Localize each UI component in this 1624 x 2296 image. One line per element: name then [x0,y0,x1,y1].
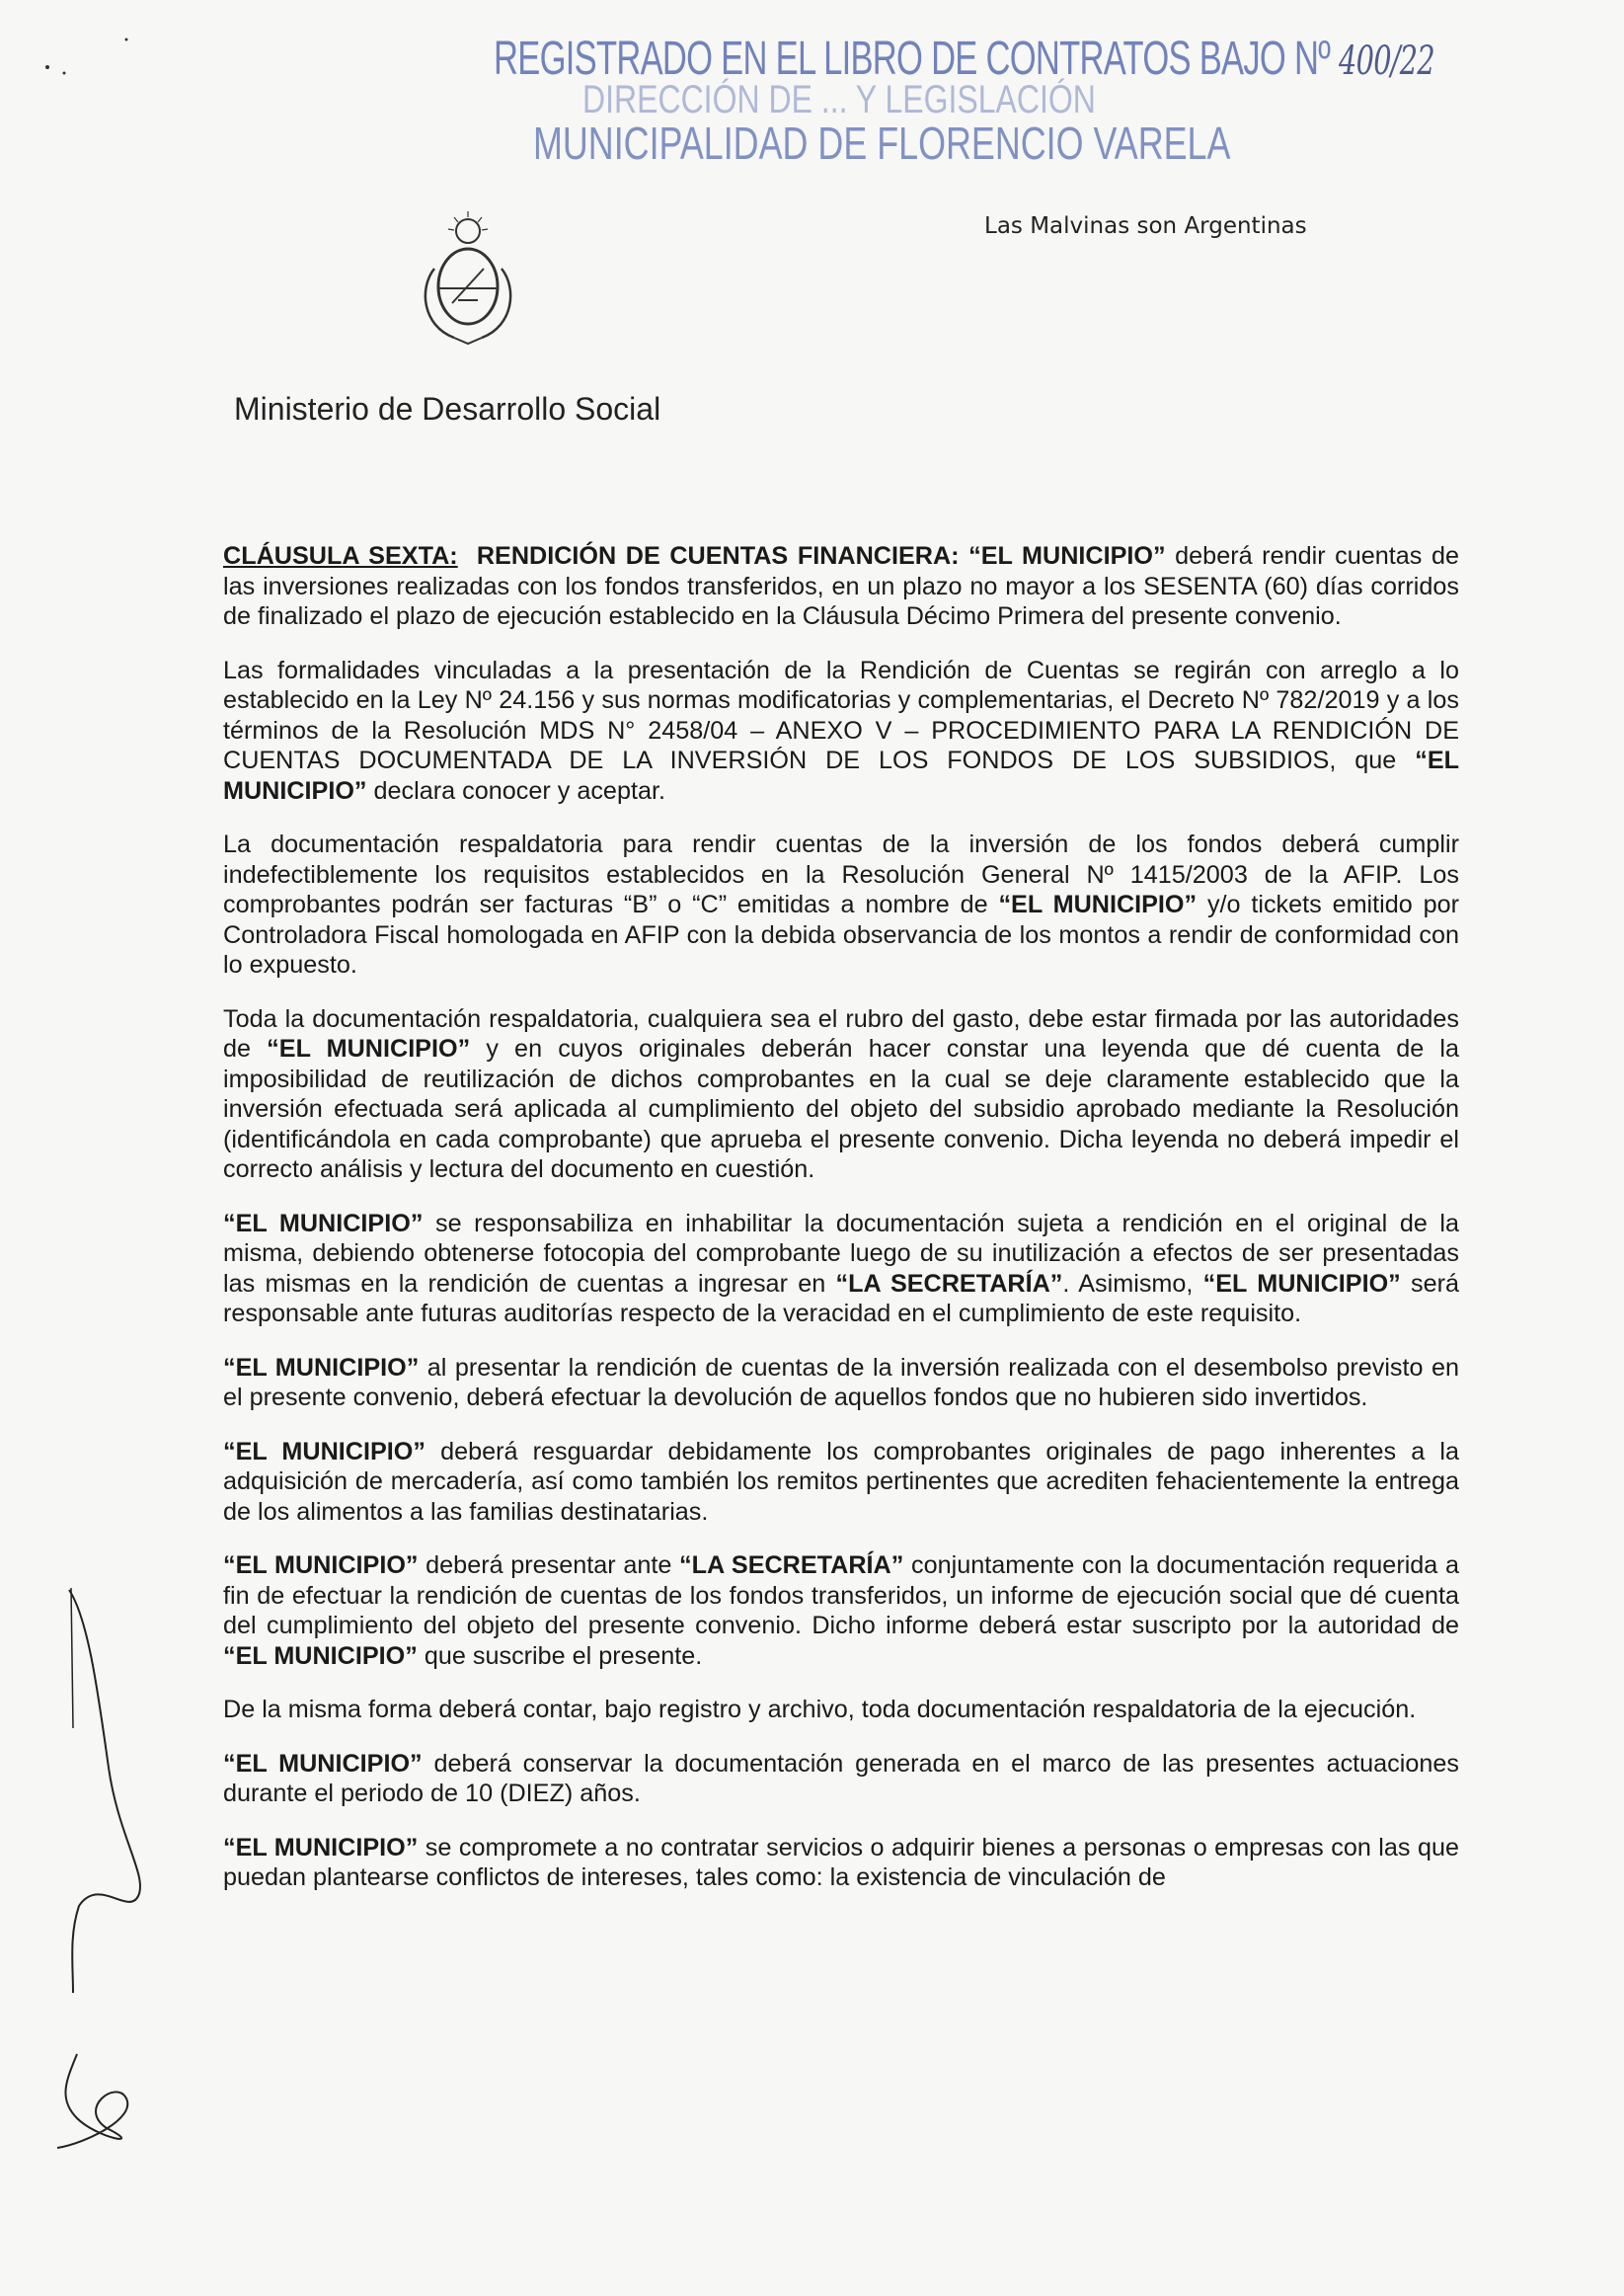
paragraph-text: Las formalidades vinculadas a la presentación de la Rendición de Cuentas se regirán con arreglo a lo establecido en la Ley Nº 24.156 y sus normas modificatorias y complementarias, el Decreto Nº 782/2019 y a los términos de la Resolución MDS N° 2458/04 – ANEXO V – PROCEDIMIENTO PARA LA RENDICIÓN DE CUENTAS DOCUMENTADA DE LA INVERSIÓN DE LOS FONDOS DE LOS SUBSIDIOS, que [223,656,1459,774]
paragraph-text: declara conocer y aceptar. [366,776,665,805]
municipio-ref: “EL MUNICIPIO” [223,1551,419,1579]
paragraph-text: se compromete a no contratar servicios o adquirir bienes a personas o empresas con las que puedan plantearse conflictos de intereses, tales como: la existencia de vinculación de [223,1833,1459,1891]
paragraph-text: conjuntamente con la documentación requerida a fin de efectuar la rendición de cuentas de los fondos transferidos, un informe de ejecución social que dé cuenta del cumplimiento del objeto del presente convenio. Dicho informe deberá estar suscripto por la autoridad de [223,1551,1459,1639]
paragraph-text: Toda la documentación respaldatoria, cualquiera sea el rubro del gasto, debe estar firmada por las autoridades de [223,1004,1459,1063]
paragraph-text: deberá resguardar debidamente los comprobantes originales de pago inherentes a la adquisición de mercadería, así como también los remitos pertinentes que acrediten fehacientemente la entrega de los alimentos a las familias destinatarias. [223,1437,1459,1526]
paragraph-text: se responsabiliza en inhabilitar la documentación sujeta a rendición en el original de la misma, debiendo obtenerse fotocopia del comprobante luego de su inutilización a efectos de ser presentadas las mismas en la rendición de cuentas a ingresar en [223,1209,1459,1298]
paragraph-text: al presentar la rendición de cuentas de la inversión realizada con el desembolso previsto en el presente convenio, deberá efectuar la devolución de aquellos fondos que no hubieren sido invertidos. [223,1353,1459,1411]
secretaria-ref: “LA SECRETARÍA” [679,1551,904,1579]
stamp-line-3: MUNICIPALIDAD DE FLORENCIO VARELA [533,118,1231,169]
municipio-ref: “EL MUNICIPIO” [223,1833,419,1861]
municipio-ref: “EL MUNICIPIO” [223,1641,418,1670]
stamp-line-2: DIRECCIÓN DE ... Y LEGISLACIÓN [582,78,1096,121]
paragraph-8 [223,1550,1459,1671]
paragraph-6 [223,1353,1459,1413]
paragraph-5 [223,1209,1459,1329]
handwritten-initials [47,2049,156,2158]
clause-title: RENDICIÓN DE CUENTAS FINANCIERA: [476,542,960,570]
secretaria-ref: “LA SECRETARÍA” [835,1269,1063,1298]
paragraph-text: deberá conservar la documentación generada en el marco de las presentes actuaciones durante el periodo de 10 (DIEZ) años. [223,1749,1459,1807]
paragraph-text: y en cuyos originales deberán hacer constar una leyenda que dé cuenta de la imposibilidad de reutilización de dichos comprobantes en la cual se deje claramente establecido que la inversión efectuada será aplicada al cumplimiento del objeto del subsidio aprobado mediante la Resolución (identificándola en cada comprobante) que aprueba el presente convenio. Dicha leyenda no deberá impedir el correcto análisis y lectura del documento en cuestión. [223,1035,1460,1183]
paragraph-10 [223,1749,1459,1809]
municipio-ref: “EL MUNICIPIO” [267,1035,471,1063]
municipio-ref: “EL MUNICIPIO” [968,542,1166,570]
paragraph-text: . Asimismo, [1062,1269,1203,1298]
paragraph-4 [223,1004,1459,1185]
municipio-ref: “EL MUNICIPIO” [223,1749,423,1778]
municipio-ref: “EL MUNICIPIO” [223,1353,420,1382]
clause-heading: CLÁUSULA SEXTA: [223,542,458,570]
document-body [223,541,1459,1917]
paragraph-3 [223,830,1459,981]
municipio-ref: “EL MUNICIPIO” [998,891,1198,918]
stamp-line-1: REGISTRADO EN EL LIBRO DE CONTRATOS BAJO Nº [494,33,1331,85]
motto: Las Malvinas son Argentinas [984,213,1307,239]
municipio-ref: “EL MUNICIPIO” [1202,1269,1401,1298]
paragraph-text: deberá rendir cuentas de las inversiones realizadas con los fondos transferidos, en un plazo no mayor a los SESENTA (60) días corridos de finalizado el plazo de ejecución establecido en la Cláusula Décimo Primera del presente convenio. [223,542,1459,630]
paragraph-text: deberá presentar ante [418,1551,679,1579]
municipio-ref: “EL MUNICIPIO” [223,1209,424,1237]
paragraph-text: será responsable ante futuras auditorías respecto de la veracidad en el cumplimiento de este requisito. [223,1269,1460,1327]
stamp-number: 400/22 [1338,39,1434,84]
paragraph-text: La documentación respaldatoria para rendir cuentas de la inversión de los fondos deberá cumplir indefectiblemente los requisitos establecidos en la Resolución General Nº 1415/2003 de la AFIP. Los comprobantes podrán ser facturas “B” o “C” emitidas a nombre de [223,831,1459,918]
municipio-ref: “EL MUNICIPIO” [223,747,1459,805]
paragraph-11 [223,1833,1459,1893]
municipio-ref: “EL MUNICIPIO” [223,1437,425,1465]
paragraph-7 [223,1437,1459,1528]
argentina-coat-of-arms-icon [415,209,521,348]
paragraph-2 [223,656,1459,807]
handwritten-signature [39,1580,158,1995]
paragraph-text: y/o tickets emitido por Controladora Fiscal homologada en AFIP con la debida observancia de los montos a rendir de conformidad con lo expuesto. [223,891,1459,979]
ministry-heading: Ministerio de Desarrollo Social [234,391,661,427]
paragraph-text: que suscribe el presente. [417,1641,703,1670]
paragraph-1 [223,541,1459,632]
registration-stamp [494,32,1434,170]
scan-specks [39,30,128,99]
paragraph-9: De la misma forma deberá contar, bajo registro y archivo, toda documentación respaldatoria de la ejecución. [223,1696,1417,1723]
